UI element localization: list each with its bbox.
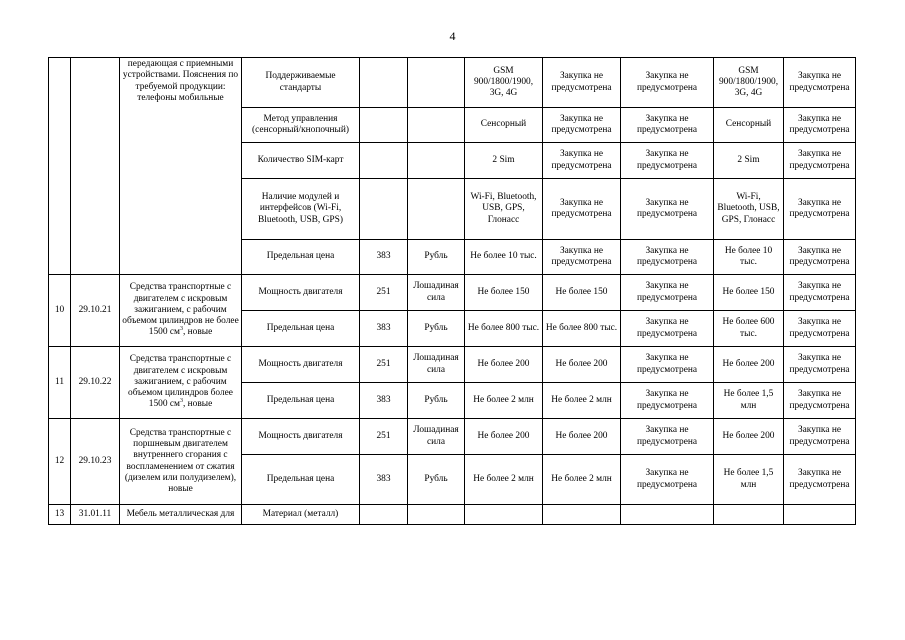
cell-value: GSM 900/1800/1900, 3G, 4G	[465, 58, 543, 108]
cell-characteristic: Метод управления (сенсорный/кнопочный)	[242, 108, 360, 143]
cell-value: Закупка не предусмотрена	[784, 347, 856, 383]
cell-value: Закупка не предусмотрена	[621, 311, 714, 347]
cell-value: Закупка не предусмотрена	[784, 58, 856, 108]
cell-value: Не более 200	[543, 347, 621, 383]
cell-characteristic: Материал (металл)	[242, 505, 360, 525]
cell-unit-name: Лошадиная сила	[408, 275, 465, 311]
cell-code: 29.10.21	[71, 275, 120, 347]
cell-value: Не более 600 тыс.	[714, 311, 784, 347]
cell-product-description: Средства транспортные с двигателем с искровым зажиганием, с рабочим объемом цилиндров не более 1500 $см^3$, новые	[120, 275, 242, 347]
cell-unit-code: 251	[360, 347, 408, 383]
cell-unit-name	[408, 179, 465, 240]
cell-unit-name: Рубль	[408, 455, 465, 505]
cell-characteristic: Поддерживаемые стандарты	[242, 58, 360, 108]
requirements-table	[48, 57, 856, 525]
cell-value: Не более 200	[714, 419, 784, 455]
cell-unit-name	[408, 143, 465, 179]
table-row	[49, 347, 856, 383]
cell-value: Не более 200	[714, 347, 784, 383]
cell-characteristic: Количество SIM-карт	[242, 143, 360, 179]
cell-characteristic: Мощность двигателя	[242, 347, 360, 383]
cell-unit-code: 383	[360, 311, 408, 347]
cell-value: Не более 2 млн	[543, 383, 621, 419]
cell-value: Закупка не предусмотрена	[784, 275, 856, 311]
cell-value: Закупка не предусмотрена	[621, 143, 714, 179]
table-row	[49, 419, 856, 455]
cell-value: Закупка не предусмотрена	[543, 58, 621, 108]
cell-characteristic: Мощность двигателя	[242, 419, 360, 455]
cell-unit-name	[408, 505, 465, 525]
cell-value: Wi-Fi, Bluetooth, USB, GPS, Глонасс	[714, 179, 784, 240]
cell-value: Сенсорный	[714, 108, 784, 143]
cell-unit-name: Лошадиная сила	[408, 419, 465, 455]
cell-value: Закупка не предусмотрена	[621, 275, 714, 311]
cell-characteristic: Предельная цена	[242, 383, 360, 419]
cell-characteristic: Предельная цена	[242, 240, 360, 275]
cell-unit-code: 383	[360, 455, 408, 505]
cell-code: 29.10.22	[71, 347, 120, 419]
cell-unit-name: Лошадиная сила	[408, 347, 465, 383]
cell-value	[714, 505, 784, 525]
cell-unit-code: 251	[360, 275, 408, 311]
cell-value: Не более 2 млн	[465, 455, 543, 505]
cell-value: Закупка не предусмотрена	[543, 179, 621, 240]
cell-value: Закупка не предусмотрена	[784, 419, 856, 455]
cell-value: 2 Sim	[714, 143, 784, 179]
table-row	[49, 58, 856, 108]
cell-value: Wi-Fi, Bluetooth, USB, GPS, Глонасс	[465, 179, 543, 240]
cell-value: Закупка не предусмотрена	[621, 419, 714, 455]
cell-value: Закупка не предусмотрена	[621, 383, 714, 419]
cell-product-description: Средства транспортные с поршневым двигателем внутреннего сгорания с воспламенением от сжатия (дизелем или полудизелем), новые	[120, 419, 242, 505]
cell-value: Не более 150	[465, 275, 543, 311]
cell-value: Закупка не предусмотрена	[621, 58, 714, 108]
cell-num: 10	[49, 275, 71, 347]
cell-value: Закупка не предусмотрена	[784, 311, 856, 347]
cell-product-description: передающая с приемными устройствами. Пояснения по требуемой продукции: телефоны мобильные	[120, 58, 242, 275]
cell-value: Закупка не предусмотрена	[784, 455, 856, 505]
cell-num	[49, 58, 71, 275]
cell-unit-name	[408, 108, 465, 143]
cell-value: Закупка не предусмотрена	[784, 179, 856, 240]
cell-num: 11	[49, 347, 71, 419]
cell-unit-code: 383	[360, 383, 408, 419]
cell-unit-code	[360, 108, 408, 143]
cell-value: Не более 150	[543, 275, 621, 311]
cell-value: Закупка не предусмотрена	[784, 143, 856, 179]
cell-value	[465, 505, 543, 525]
cell-value	[784, 505, 856, 525]
cell-value	[621, 505, 714, 525]
cell-characteristic: Предельная цена	[242, 311, 360, 347]
cell-characteristic: Предельная цена	[242, 455, 360, 505]
cell-unit-name	[408, 58, 465, 108]
cell-code: 31.01.11	[71, 505, 120, 525]
cell-unit-name: Рубль	[408, 383, 465, 419]
cell-unit-code	[360, 505, 408, 525]
cell-unit-name: Рубль	[408, 240, 465, 275]
cell-value: Не более 10 тыс.	[465, 240, 543, 275]
cell-unit-code: 251	[360, 419, 408, 455]
cell-unit-code	[360, 179, 408, 240]
cell-value: Закупка не предусмотрена	[543, 108, 621, 143]
cell-value: Не более 200	[465, 347, 543, 383]
cell-value: Не более 10 тыс.	[714, 240, 784, 275]
cell-unit-code: 383	[360, 240, 408, 275]
cell-value: Закупка не предусмотрена	[543, 240, 621, 275]
cell-value: Не более 200	[543, 419, 621, 455]
cell-value: Закупка не предусмотрена	[621, 108, 714, 143]
cell-code: 29.10.23	[71, 419, 120, 505]
cell-value: Не более 1,5 млн	[714, 455, 784, 505]
cell-value	[543, 505, 621, 525]
cell-product-description: Средства транспортные с двигателем с искровым зажиганием, с рабочим объемом цилиндров более 1500 $см^3$, новые	[120, 347, 242, 419]
cell-value: GSM 900/1800/1900, 3G, 4G	[714, 58, 784, 108]
cell-value: Не более 800 тыс.	[465, 311, 543, 347]
cell-value: Закупка не предусмотрена	[621, 179, 714, 240]
table-row	[49, 275, 856, 311]
table-row	[49, 505, 856, 525]
cell-unit-name: Рубль	[408, 311, 465, 347]
cell-value: Не более 2 млн	[465, 383, 543, 419]
cell-value: Закупка не предусмотрена	[621, 455, 714, 505]
cell-value: Закупка не предусмотрена	[621, 347, 714, 383]
cell-value: Не более 150	[714, 275, 784, 311]
cell-unit-code	[360, 58, 408, 108]
cell-num: 12	[49, 419, 71, 505]
cell-num: 13	[49, 505, 71, 525]
cell-value: Не более 200	[465, 419, 543, 455]
cell-characteristic: Наличие модулей и интерфейсов (Wi-Fi, Bluetooth, USB, GPS)	[242, 179, 360, 240]
cell-unit-code	[360, 143, 408, 179]
cell-code	[71, 58, 120, 275]
cell-value: Закупка не предусмотрена	[543, 143, 621, 179]
cell-value: Закупка не предусмотрена	[784, 240, 856, 275]
page-number: 4	[449, 29, 456, 43]
cell-value: Не более 800 тыс.	[543, 311, 621, 347]
cell-value: Закупка не предусмотрена	[621, 240, 714, 275]
cell-characteristic: Мощность двигателя	[242, 275, 360, 311]
cell-product-description: Мебель металлическая для	[120, 505, 242, 525]
cell-value: Сенсорный	[465, 108, 543, 143]
cell-value: Закупка не предусмотрена	[784, 108, 856, 143]
cell-value: 2 Sim	[465, 143, 543, 179]
cell-value: Не более 2 млн	[543, 455, 621, 505]
cell-value: Не более 1,5 млн	[714, 383, 784, 419]
cell-value: Закупка не предусмотрена	[784, 383, 856, 419]
